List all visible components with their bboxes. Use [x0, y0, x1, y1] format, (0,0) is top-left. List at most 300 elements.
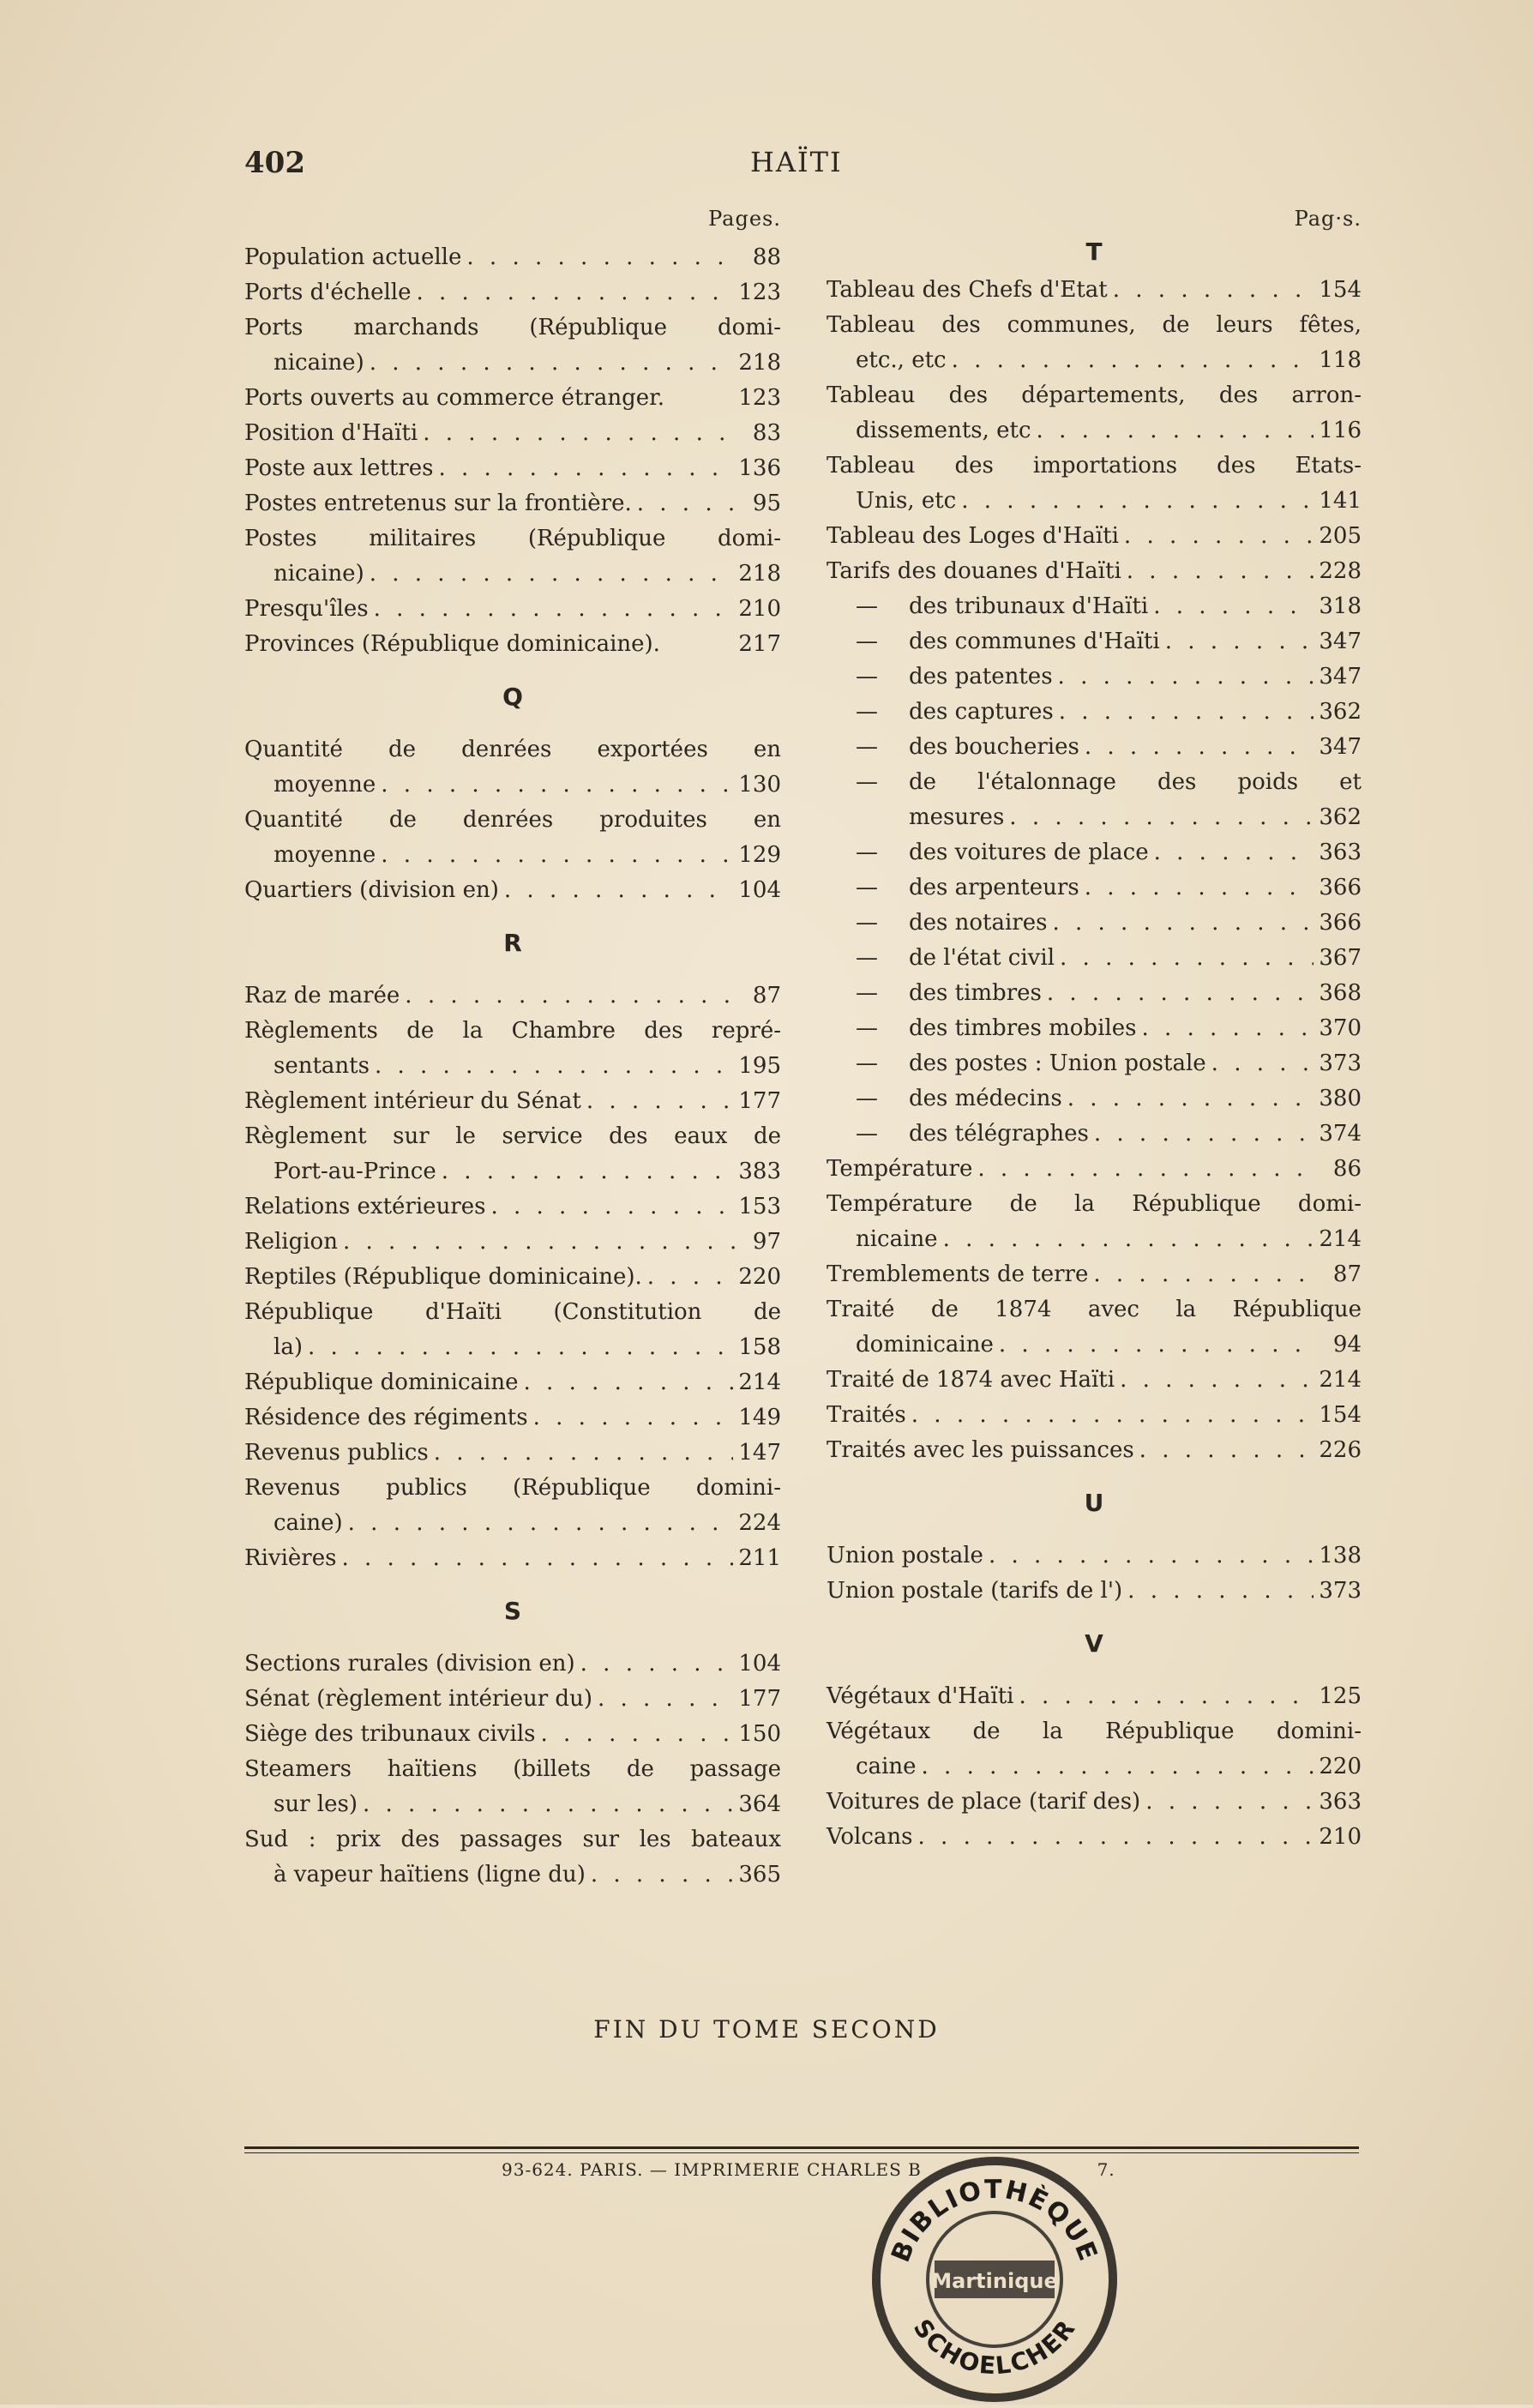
leader-dots — [308, 1330, 733, 1365]
page-ref: 380 — [1319, 1086, 1362, 1111]
entry-line — [244, 1436, 781, 1471]
index-subentry — [827, 941, 1362, 976]
leader-dots — [1085, 730, 1314, 765]
leader-dots — [363, 1787, 733, 1822]
entry-line — [244, 1400, 781, 1436]
entry-line — [244, 557, 781, 592]
entry-line — [827, 1152, 1362, 1187]
entry-line — [827, 1046, 1362, 1081]
index-entry — [244, 732, 781, 803]
page-ref: 364 — [738, 1791, 781, 1817]
leader-dots — [647, 1260, 734, 1295]
leader-dots — [1058, 659, 1314, 695]
entry-text: Revenus publics — [244, 1440, 429, 1466]
index-subentry — [827, 695, 1362, 730]
page-ref: 362 — [1319, 699, 1362, 725]
page-ref: 347 — [1319, 734, 1362, 760]
entry-line — [827, 1081, 1362, 1117]
section-letter: S — [503, 1597, 522, 1625]
entry-line: Quantité de denrées exportées en — [244, 737, 781, 762]
page-header — [244, 146, 1359, 197]
page-ref: 123 — [738, 385, 781, 411]
ditto-dash: — — [856, 1015, 878, 1041]
index-entry — [244, 1822, 781, 1893]
entry-text: Position d'Haïti — [244, 420, 418, 446]
page-ref: 104 — [738, 877, 781, 903]
index-entry — [244, 1084, 781, 1119]
entry-text: Population actuelle — [244, 244, 462, 270]
entry-text: Reptiles (République dominicaine). — [244, 1264, 642, 1290]
entry-text: Presqu'îles — [244, 596, 369, 622]
index-entry — [244, 592, 781, 627]
ditto-dash: — — [856, 840, 878, 865]
entry-text: Température — [827, 1156, 973, 1182]
leader-dots — [1154, 835, 1314, 870]
leader-dots — [1211, 1046, 1314, 1081]
entry-line — [827, 1538, 1362, 1574]
entry-text: Volcans — [827, 1824, 913, 1850]
leader-dots — [961, 484, 1314, 519]
library-stamp — [866, 2151, 1123, 2408]
index-entry — [244, 1717, 781, 1752]
entry-line — [827, 1785, 1362, 1820]
leader-dots — [370, 557, 734, 592]
ditto-dash: — — [856, 1121, 878, 1147]
entry-text: Unis, etc — [856, 488, 957, 514]
entry-text: Règlement intérieur du Sénat — [244, 1088, 581, 1114]
ditto-dash: — — [856, 734, 878, 760]
leader-dots — [466, 240, 735, 275]
index-entry — [244, 451, 781, 486]
ditto-dash: — — [856, 699, 878, 725]
leader-dots — [434, 1436, 734, 1471]
entry-text: nicaine) — [274, 561, 364, 587]
leader-dots — [490, 1189, 733, 1225]
leader-dots — [580, 1646, 734, 1682]
leader-dots — [1165, 624, 1314, 659]
footer-rule — [244, 2146, 1359, 2149]
entry-text: Quartiers (division en) — [244, 877, 499, 903]
entry-line — [244, 1857, 781, 1893]
page-ref: 367 — [1319, 945, 1362, 971]
index-entry — [827, 1433, 1362, 1468]
entry-text: sentants — [274, 1053, 370, 1079]
entry-text: Postes entretenus sur la frontière. — [244, 491, 632, 516]
entry-line — [827, 765, 1362, 800]
leader-dots — [918, 1820, 1314, 1855]
entry-line — [244, 1646, 781, 1682]
entry-line — [827, 1011, 1362, 1046]
entry-line: Sud : prix des passages sur les bateaux — [244, 1827, 781, 1852]
page-ref: 226 — [1319, 1437, 1362, 1463]
page-ref: 141 — [1319, 488, 1362, 514]
entry-text: Sections rurales (division en) — [244, 1651, 575, 1677]
page-ref: 150 — [738, 1721, 781, 1747]
entry-text: moyenne — [274, 772, 376, 798]
entry-line — [827, 1398, 1362, 1433]
entry-text: Union postale — [827, 1543, 983, 1568]
index-entry — [827, 1398, 1362, 1433]
imprint-text: 93-624. PARIS. — IMPRIMERIE CHARLES B — [502, 2159, 922, 2180]
entry-line — [244, 240, 781, 275]
ditto-dash: — — [856, 980, 878, 1006]
leader-dots — [637, 486, 735, 521]
entry-text: etc., etc — [856, 347, 947, 373]
entry-text: Résidence des régiments — [244, 1405, 528, 1430]
index-subentry — [827, 1117, 1362, 1152]
entry-line — [827, 519, 1362, 554]
page-ref: 116 — [1319, 418, 1362, 443]
entry-line — [827, 730, 1362, 765]
entry-text: Relations extérieures — [244, 1194, 486, 1219]
page-ref: 214 — [738, 1370, 781, 1395]
index-subentry — [827, 870, 1362, 906]
entry-text: à vapeur haïtiens (ligne du) — [274, 1862, 586, 1887]
page-ref: 373 — [1319, 1578, 1362, 1604]
entry-text: des tribunaux d'Haïti — [909, 593, 1149, 619]
entry-line — [244, 838, 781, 873]
page-ref: 149 — [738, 1405, 781, 1430]
page-ref: 129 — [738, 842, 781, 868]
pages-label-left: Pages. — [708, 207, 781, 231]
entry-line: Postes militaires (République domi- — [244, 526, 781, 551]
index-entry — [244, 240, 781, 275]
entry-text: nicaine) — [274, 350, 364, 376]
entry-line — [827, 484, 1362, 519]
leader-dots — [989, 1538, 1314, 1574]
leader-dots — [1052, 906, 1314, 941]
entry-line — [244, 1330, 781, 1365]
index-entry — [244, 1014, 781, 1084]
page-ref: 368 — [1319, 980, 1362, 1006]
page-ref: 154 — [1319, 1402, 1362, 1428]
entry-text: nicaine — [856, 1226, 938, 1252]
leader-dots — [341, 1541, 733, 1576]
entry-line — [827, 1257, 1362, 1292]
leader-dots — [1153, 589, 1314, 624]
entry-text: de l'état civil — [909, 945, 1055, 971]
page-ref: 87 — [752, 983, 781, 1008]
page-ref: 104 — [738, 1651, 781, 1677]
page-ref: 363 — [1319, 1789, 1362, 1815]
leader-dots — [591, 1857, 734, 1893]
leader-dots — [442, 1154, 734, 1189]
entry-text: des timbres mobiles — [909, 1015, 1137, 1041]
page-ref: 205 — [1319, 523, 1362, 549]
entry-text: Ports d'échelle — [244, 280, 412, 305]
leader-dots — [524, 1365, 734, 1400]
index-entry — [244, 1646, 781, 1682]
entry-line — [827, 1433, 1362, 1468]
leader-dots — [1124, 519, 1314, 554]
entry-line — [827, 413, 1362, 448]
entry-line — [244, 451, 781, 486]
page-ref: 123 — [738, 280, 781, 305]
entry-line — [827, 589, 1362, 624]
index-entry — [827, 1363, 1362, 1398]
entry-line: Règlement sur le service des eaux de — [244, 1123, 781, 1149]
entry-text: des captures — [909, 699, 1054, 725]
index-subentry — [827, 1011, 1362, 1046]
entry-text: des télégraphes — [909, 1121, 1089, 1147]
leader-dots — [438, 451, 733, 486]
page-ref: 154 — [1319, 277, 1362, 303]
entry-line — [244, 627, 781, 662]
entry-line: Tableau des importations des Etats- — [827, 453, 1362, 479]
page-ref: 195 — [738, 1053, 781, 1079]
footer-rule-thin — [244, 2152, 1359, 2153]
index-subentry — [827, 1046, 1362, 1081]
index-entry — [827, 1257, 1362, 1292]
leader-dots — [343, 1225, 735, 1260]
page-ref: 86 — [1332, 1156, 1362, 1182]
entry-line — [827, 1117, 1362, 1152]
leader-dots — [1093, 1257, 1315, 1292]
page-ref: 125 — [1319, 1683, 1362, 1709]
index-entry — [244, 1541, 781, 1576]
leader-dots — [541, 1717, 734, 1752]
entry-line — [244, 346, 781, 381]
entry-text: des patentes — [909, 664, 1053, 689]
entry-line: Ports marchands (République domi- — [244, 315, 781, 340]
page-ref: 217 — [738, 631, 781, 657]
page-ref: 365 — [738, 1862, 781, 1887]
index-entry — [244, 486, 781, 521]
index-entry — [244, 1225, 781, 1260]
page-number: 402 — [244, 146, 305, 180]
leader-dots — [1060, 941, 1314, 976]
imprint-end: 7. — [1097, 2159, 1115, 2180]
index-entry — [244, 381, 781, 416]
index-entry — [827, 1538, 1362, 1574]
leader-dots — [1113, 273, 1314, 308]
entry-line — [827, 835, 1362, 870]
entry-text: sur les) — [274, 1791, 358, 1817]
page-ref: 147 — [738, 1440, 781, 1466]
entry-text: Tableau des Loges d'Haïti — [827, 523, 1119, 549]
entry-line — [827, 695, 1362, 730]
page-ref: 366 — [1319, 910, 1362, 936]
leader-dots — [504, 873, 733, 908]
entry-line — [827, 624, 1362, 659]
index-subentry — [827, 589, 1362, 624]
entry-text: des médecins — [909, 1086, 1062, 1111]
leader-dots — [1019, 1679, 1314, 1714]
page-ref: 362 — [1319, 804, 1362, 830]
entry-line: Quantité de denrées produites en — [244, 807, 781, 833]
index-entry — [244, 1400, 781, 1436]
entry-line: Tableau des communes, de leurs fêtes, — [827, 312, 1362, 338]
page-ref: 177 — [738, 1088, 781, 1114]
section-letter: R — [503, 929, 522, 957]
entry-text: Végétaux d'Haïti — [827, 1683, 1014, 1709]
leader-dots — [405, 978, 735, 1014]
entry-text: des timbres — [909, 980, 1042, 1006]
page-ref: 118 — [1319, 347, 1362, 373]
entry-text: caine) — [274, 1510, 343, 1536]
entry-line — [827, 273, 1362, 308]
leader-dots — [1047, 976, 1314, 1011]
index-subentry — [827, 624, 1362, 659]
entry-line — [244, 1189, 781, 1225]
page-ref: 214 — [1319, 1226, 1362, 1252]
index-entry — [244, 1119, 781, 1189]
index-entry — [244, 803, 781, 873]
entry-line — [827, 906, 1362, 941]
entry-text: Voitures de place (tarif des) — [827, 1789, 1141, 1815]
entry-line — [244, 1154, 781, 1189]
running-title: HAÏTI — [750, 146, 843, 178]
entry-text: de l'étalonnage des poids et — [909, 769, 1362, 795]
entry-line — [827, 1327, 1362, 1363]
page-ref: 218 — [738, 350, 781, 376]
leader-dots — [1145, 1785, 1314, 1820]
index-entry — [827, 1679, 1362, 1714]
index-entry — [827, 1714, 1362, 1785]
index-entry — [244, 1365, 781, 1400]
page-ref: 88 — [752, 244, 781, 270]
index-entry — [244, 873, 781, 908]
ditto-dash: — — [856, 629, 878, 654]
page-ref: 220 — [738, 1264, 781, 1290]
leader-dots — [1067, 1081, 1314, 1117]
page-ref: 95 — [752, 491, 781, 516]
leader-dots — [533, 1400, 734, 1436]
index-entry — [244, 1682, 781, 1717]
leader-dots — [1009, 800, 1314, 835]
entry-text: mesures — [909, 804, 1005, 830]
entry-text: Religion — [244, 1229, 338, 1255]
index-entry — [827, 1187, 1362, 1257]
entry-text: Rivières — [244, 1545, 337, 1571]
entry-line — [827, 343, 1362, 378]
entry-text: la) — [274, 1334, 303, 1360]
leader-dots — [999, 1327, 1315, 1363]
entry-text: Traités avec les puissances — [827, 1437, 1134, 1463]
leader-dots — [1085, 870, 1314, 906]
index-entry — [827, 1574, 1362, 1609]
index-entry — [244, 1436, 781, 1471]
entry-line — [244, 1506, 781, 1541]
index-subentry — [827, 730, 1362, 765]
page-ref: 370 — [1319, 1015, 1362, 1041]
ditto-dash: — — [856, 1086, 878, 1111]
page-ref: 220 — [1319, 1754, 1362, 1779]
ditto-dash: — — [856, 910, 878, 936]
page-ref: 138 — [1319, 1543, 1362, 1568]
entry-line — [827, 800, 1362, 835]
entry-line — [827, 659, 1362, 695]
entry-line — [827, 1749, 1362, 1785]
entry-text: Sénat (règlement intérieur du) — [244, 1686, 592, 1712]
page-ref: 318 — [1319, 593, 1362, 619]
entry-text: Tremblements de terre — [827, 1261, 1089, 1287]
leader-dots — [586, 1084, 734, 1119]
leader-dots — [922, 1749, 1314, 1785]
entry-line — [244, 1365, 781, 1400]
stamp-center-text: Martinique — [931, 2269, 1058, 2293]
entry-text: des communes d'Haïti — [909, 629, 1160, 654]
page-ref: 211 — [738, 1545, 781, 1571]
entry-line — [244, 978, 781, 1014]
page-ref: 87 — [1332, 1261, 1362, 1287]
index-entry — [827, 1820, 1362, 1855]
ditto-dash: — — [856, 875, 878, 900]
page-ref: 363 — [1319, 840, 1362, 865]
page-ref: 83 — [752, 420, 781, 446]
leader-dots — [977, 1152, 1315, 1187]
entry-line: Traité de 1874 avec la République — [827, 1297, 1362, 1322]
entry-line — [827, 1820, 1362, 1855]
leader-dots — [370, 346, 734, 381]
page-ref: 94 — [1332, 1332, 1362, 1358]
page-ref: 158 — [738, 1334, 781, 1360]
entry-line — [244, 1049, 781, 1084]
leader-dots — [423, 416, 735, 451]
index-entry — [244, 1260, 781, 1295]
entry-line — [244, 1225, 781, 1260]
entry-line — [827, 976, 1362, 1011]
entry-text: des boucheries — [909, 734, 1079, 760]
page-ref: 97 — [752, 1229, 781, 1255]
index-entry — [244, 1752, 781, 1822]
entry-line: Végétaux de la République domini- — [827, 1719, 1362, 1744]
leader-dots — [1127, 554, 1314, 589]
entry-line — [827, 1222, 1362, 1257]
leader-dots — [1139, 1433, 1314, 1468]
ditto-dash: — — [856, 593, 878, 619]
stamp-bottom-text: SCHOELCHER — [907, 2314, 1082, 2381]
leader-dots — [1120, 1363, 1314, 1398]
page-ref: 373 — [1319, 1050, 1362, 1076]
index-entry — [244, 1295, 781, 1365]
leader-dots — [1141, 1011, 1314, 1046]
index-subentry — [827, 906, 1362, 941]
entry-text: Port-au-Prince — [274, 1159, 436, 1184]
index-entry — [244, 1471, 781, 1541]
entry-line: Règlements de la Chambre des repré- — [244, 1018, 781, 1044]
page-ref: 210 — [1319, 1824, 1362, 1850]
entry-line — [244, 381, 781, 416]
leader-dots — [381, 768, 733, 803]
leader-dots — [1037, 413, 1314, 448]
entry-text: Provinces (République dominicaine). — [244, 631, 660, 657]
stamp-top-text: BIBLIOTHÈQUE — [886, 2174, 1103, 2267]
leader-dots — [952, 343, 1314, 378]
page-ref: 228 — [1319, 558, 1362, 584]
index-entry — [244, 310, 781, 381]
entry-line — [827, 554, 1362, 589]
entry-line — [827, 1363, 1362, 1398]
index-entry — [827, 273, 1362, 308]
entry-text: Traité de 1874 avec Haïti — [827, 1367, 1115, 1393]
ditto-dash: — — [856, 1050, 878, 1076]
entry-text: dominicaine — [856, 1332, 994, 1358]
entry-text: moyenne — [274, 842, 376, 868]
section-letter: U — [1084, 1489, 1104, 1517]
leader-dots — [416, 275, 733, 310]
leader-dots — [1127, 1574, 1314, 1609]
entry-line — [244, 1541, 781, 1576]
leader-dots — [374, 592, 734, 627]
entry-text: Traités — [827, 1402, 906, 1428]
entry-line — [244, 873, 781, 908]
index-subentry — [827, 835, 1362, 870]
entry-line — [244, 1717, 781, 1752]
leader-dots — [348, 1506, 734, 1541]
page-ref: 374 — [1319, 1121, 1362, 1147]
index-entry — [827, 378, 1362, 448]
